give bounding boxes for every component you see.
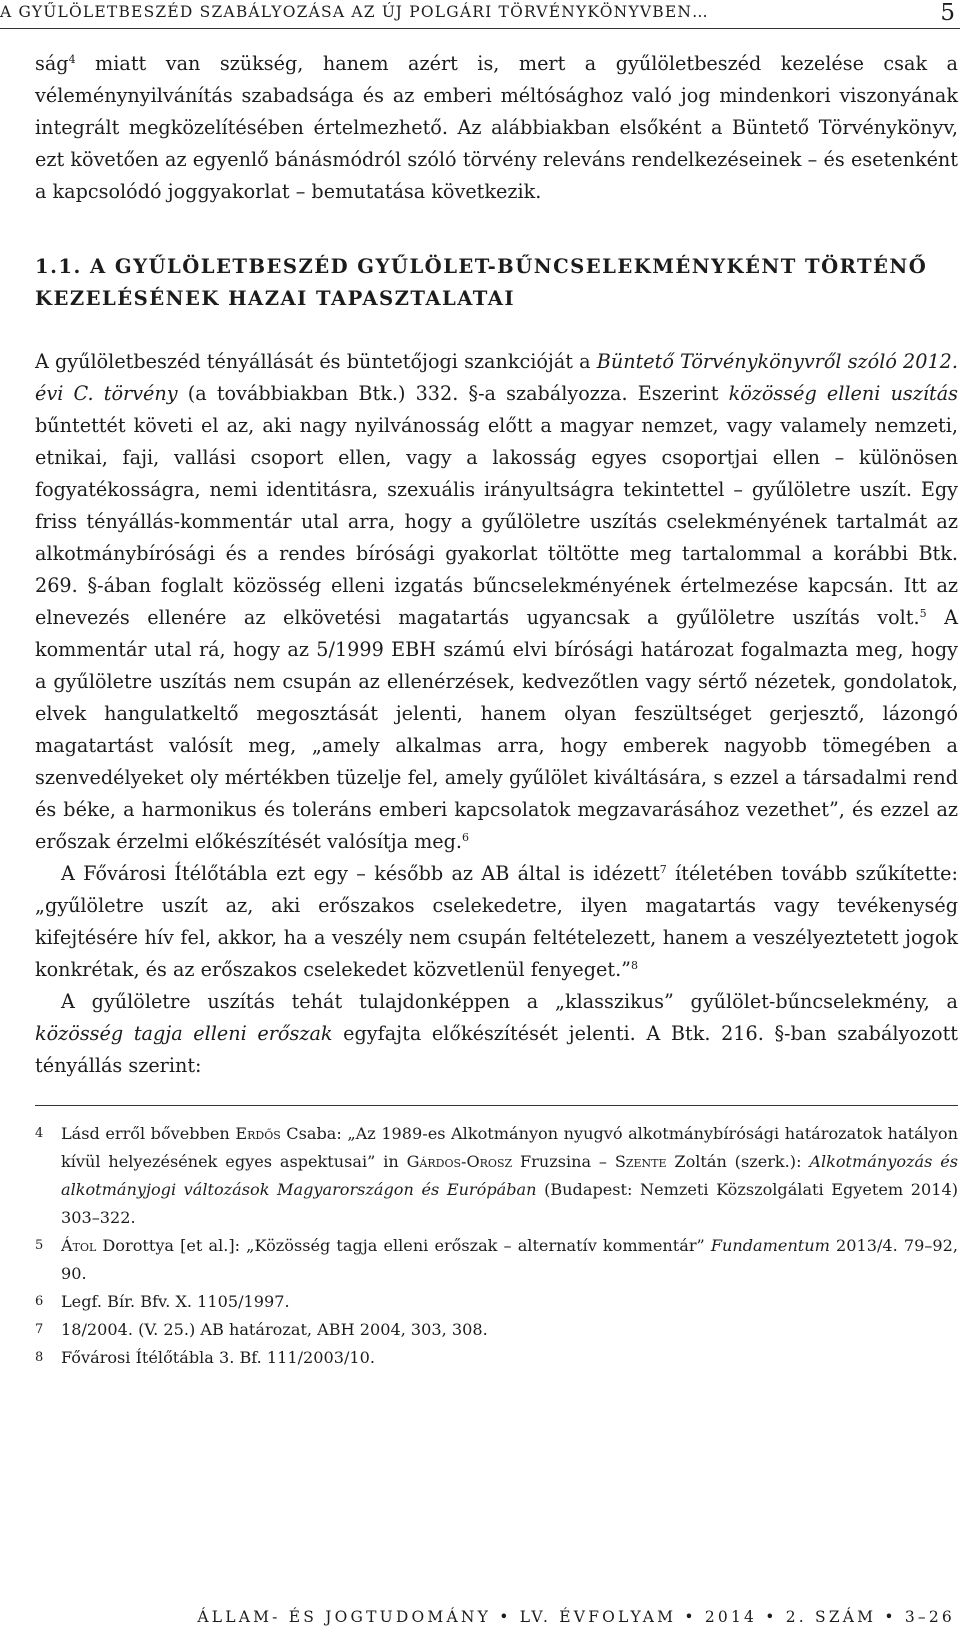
author-name: Átol <box>61 1236 97 1255</box>
work-title: Alkotmányozás és alkotmányjogi változások Magyarországon és Európában <box>61 1152 958 1199</box>
body-paragraph: A gyűlöletre uszítás tehát tulajdonképpen a „klasszikus” gyűlölet-bűncselekmény, a közösség tagja elleni erőszak egyfajta előkészítését jelenti. A Btk. 216. §-ban szabályozott tényállás szerint: <box>35 990 958 1077</box>
footnote-ref[interactable]: 4 <box>68 53 76 66</box>
journal-info: ÁLLAM- ÉS JOGTUDOMÁNY • LV. ÉVFOLYAM • 2014 • 2. SZÁM • 3–26 <box>197 1608 955 1626</box>
running-head-title: A GYŰLÖLETBESZÉD SZABÁLYOZÁSA AZ ÚJ POLGÁRI TÖRVÉNYKÖNYVBEN… <box>0 3 709 21</box>
footnote-number: 7 <box>35 1322 44 1337</box>
footnote-number: 4 <box>35 1126 44 1141</box>
footnote-number: 5 <box>35 1238 44 1253</box>
work-title: Fundamentum <box>710 1236 830 1255</box>
section-heading: 1.1. A GYŰLÖLETBESZÉD GYŰLÖLET-BŰNCSELEKMÉNYKÉNT TÖRTÉNŐ KEZELÉSÉNEK HAZAI TAPASZTALATAI <box>35 255 928 310</box>
running-head <box>0 0 960 32</box>
footnotes <box>35 1120 958 1372</box>
emphasis: Büntető Törvénykönyvről szóló 2012. évi C. törvény <box>35 350 958 405</box>
article-body <box>35 48 958 1372</box>
footnote-ref[interactable]: 5 <box>919 607 927 620</box>
footnote-number: 6 <box>35 1294 44 1309</box>
footnote-ref[interactable]: 8 <box>630 959 638 972</box>
footnote-ref[interactable]: 6 <box>462 831 470 844</box>
emphasis: közösség elleni uszítás <box>728 382 959 405</box>
footnote-number: 8 <box>35 1350 44 1365</box>
header-rule <box>0 28 960 29</box>
author-name: Erdős <box>235 1124 281 1143</box>
author-name: Gárdos-Orosz <box>406 1152 513 1171</box>
footnote-item: 4 Lásd erről bővebben Erdős Csaba: „Az 1989-es Alkotmányon nyugvó alkotmánybírósági határozatok hatályon kívül helyezésének egyes aspektusai” in Gárdos-Orosz Fruzsina – Szente Zoltán (szerk.): Alkotmányozás és alkotmányjogi változások Magyarországon és Európában (Budapest: Nemzeti Közszolgálati Egyetem 2014) 303–322. <box>35 1120 958 1232</box>
footnote-ref[interactable]: 7 <box>659 863 667 876</box>
body-paragraph: A Fővárosi Ítélőtábla ezt egy – később az AB által is idézett$^7$ ítéletében tovább szűkítette: „gyűlöletre uszít az, aki erőszakos cselekedetre, ilyen magatartás vagy tevékenység kifejtésére hív fel, akkor, ha a veszély nem csupán feltételezett, hanem a veszélyeztetett jogok konkrétak, és az erőszakos cselekedet közvetlenül fenyeget.”$^8$ <box>35 862 959 981</box>
body-paragraph: A gyűlöletbeszéd tényállását és büntetőjogi szankcióját a Büntető Törvénykönyvről szóló 2012. évi C. törvény (a továbbiakban Btk.) 332. §-a szabályozza. Eszerint közösség elleni uszítás bűntettét követi el az, aki nagy nyilvánosság előtt a magyar nemzet, vagy valamely nemzeti, etnikai, faji, vallási csoport ellen, vagy a lakosság egyes csoportjai ellen – különösen fogyatékosságra, nemi identitásra, szexuális irányultságra tekintettel – gyűlöletre uszít. Egy friss tényállás-kommentár utal arra, hogy a gyűlöletre uszítás cselekményének tartalmát az alkotmánybírósági és a rendes bírósági gyakorlat töltötte meg tartalommal a korábbi Btk. 269. §-ában foglalt közösség elleni izgatás bűncselekményének értelmezése kapcsán. Itt az elnevezés ellenére az elkövetési magatartás ugyancsak a gyűlöletre uszítás volt.$^5$ A kommentár utal rá, hogy az 5/1999 EBH számú elvi bírósági határozat fogalmazta meg, hogy a gyűlöletre uszítás nem csupán az ellenérzések, kedvezőtlen vagy sértő nézetek, gondolatok, elvek hangulatkeltő megosztását jelenti, hanem olyan feszültséget gerjesztő, lázongó magatartást valósít meg, „amely alkalmas arra, hogy emberek nagyobb tömegében a szenvedélyeket oly mértékben tüzelje fel, amely gyűlölet kiváltására, s ezzel a társadalmi rend és béke, a harmonikus és toleráns emberi kapcsolatok megzavarásához vezethet”, és ezzel az erőszak érzelmi előkészítését valósítja meg.$^6$ <box>35 350 959 853</box>
footnote-item: 8 Fővárosi Ítélőtábla 3. Bf. 111/2003/10. <box>35 1344 958 1372</box>
footnote-separator <box>35 1105 958 1106</box>
intro-paragraph: ság$^4$ miatt van szükség, hanem azért is, mert a gyűlöletbeszéd kezelése csak a véleménynyilvánítás szabadsága és az emberi méltósághoz való jog mindenkori viszonyának integrált megközelítésében értelmezhető. Az alábbiakban elsőként a Büntető Törvénykönyv, ezt követően az egyenlő bánásmódról szóló törvény releváns rendelkezéseinek – és esetenként a kapcsolódó joggyakorlat – bemutatása következik. <box>35 52 958 203</box>
footnote-item: 6 Legf. Bír. Bfv. X. 1105/1997. <box>35 1288 958 1316</box>
footnote-item: 5 Átol Dorottya [et al.]: „Közösség tagja elleni erőszak – alternatív kommentár” Fundamentum 2013/4. 79–92, 90. <box>35 1232 958 1288</box>
page-number: 5 <box>940 0 955 26</box>
page-footer <box>0 1608 960 1633</box>
author-name: Szente <box>614 1152 667 1171</box>
emphasis: közösség tagja elleni erőszak <box>35 1022 333 1045</box>
footnote-item: 7 18/2004. (V. 25.) AB határozat, ABH 2004, 303, 308. <box>35 1316 958 1344</box>
